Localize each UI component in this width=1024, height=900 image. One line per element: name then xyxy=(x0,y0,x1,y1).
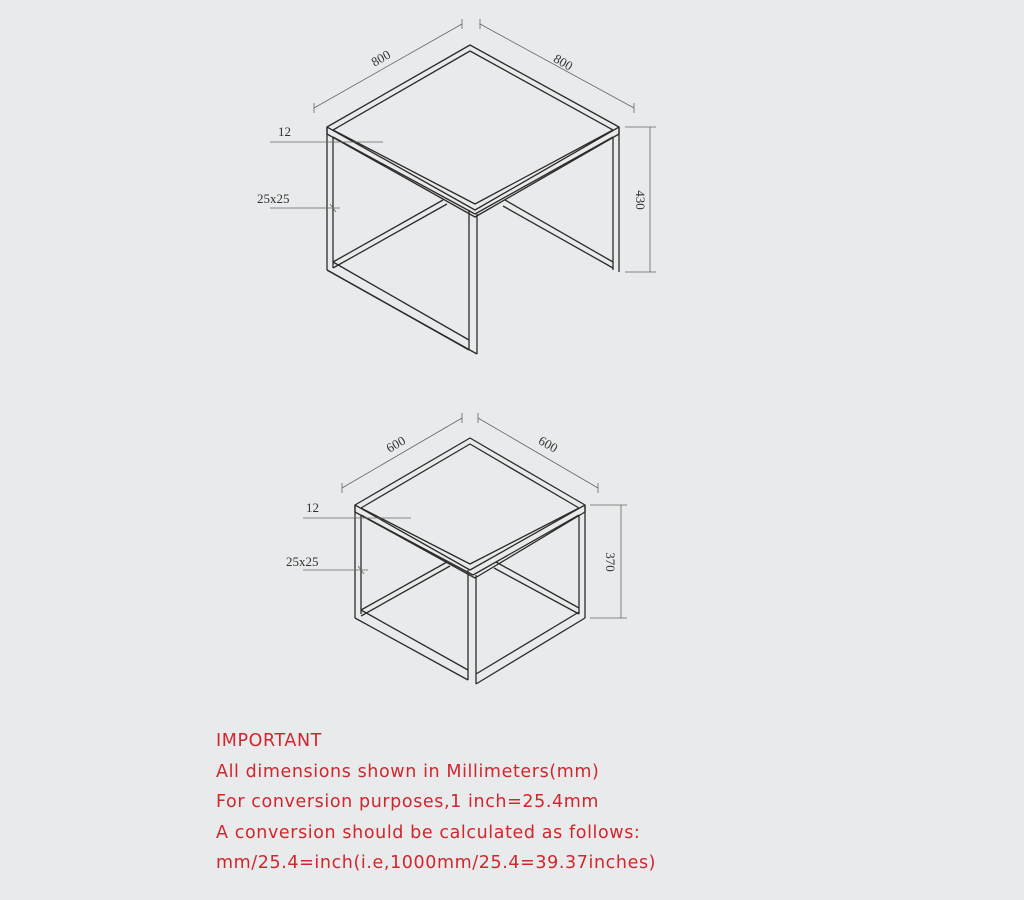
small-height-label: 370 xyxy=(603,552,618,572)
notes-line-1: All dimensions shown in Millimeters(mm) xyxy=(216,761,600,782)
small-tube-label: 25x25 xyxy=(286,554,319,569)
notes-line-4: mm/25.4=inch(i.e,1000mm/25.4=39.37inches) xyxy=(216,853,657,873)
small-table xyxy=(286,413,627,684)
large-thickness-label: 12 xyxy=(278,124,291,139)
notes-line-3: A conversion should be calculated as follows: xyxy=(216,822,641,843)
small-width-label: 600 xyxy=(383,432,408,456)
large-width-label: 800 xyxy=(368,46,393,70)
large-table xyxy=(257,19,656,354)
notes-heading: IMPORTANT xyxy=(216,731,322,751)
notes-line-2: For conversion purposes,1 inch=25.4mm xyxy=(216,792,600,812)
small-table-frame xyxy=(355,438,585,684)
important-notes xyxy=(216,726,656,879)
large-depth-label: 800 xyxy=(551,50,576,74)
large-table-frame xyxy=(327,45,619,354)
large-height-label: 430 xyxy=(633,190,648,210)
small-thickness-label: 12 xyxy=(306,500,319,515)
small-depth-label: 600 xyxy=(536,432,561,456)
large-tube-label: 25x25 xyxy=(257,191,290,206)
